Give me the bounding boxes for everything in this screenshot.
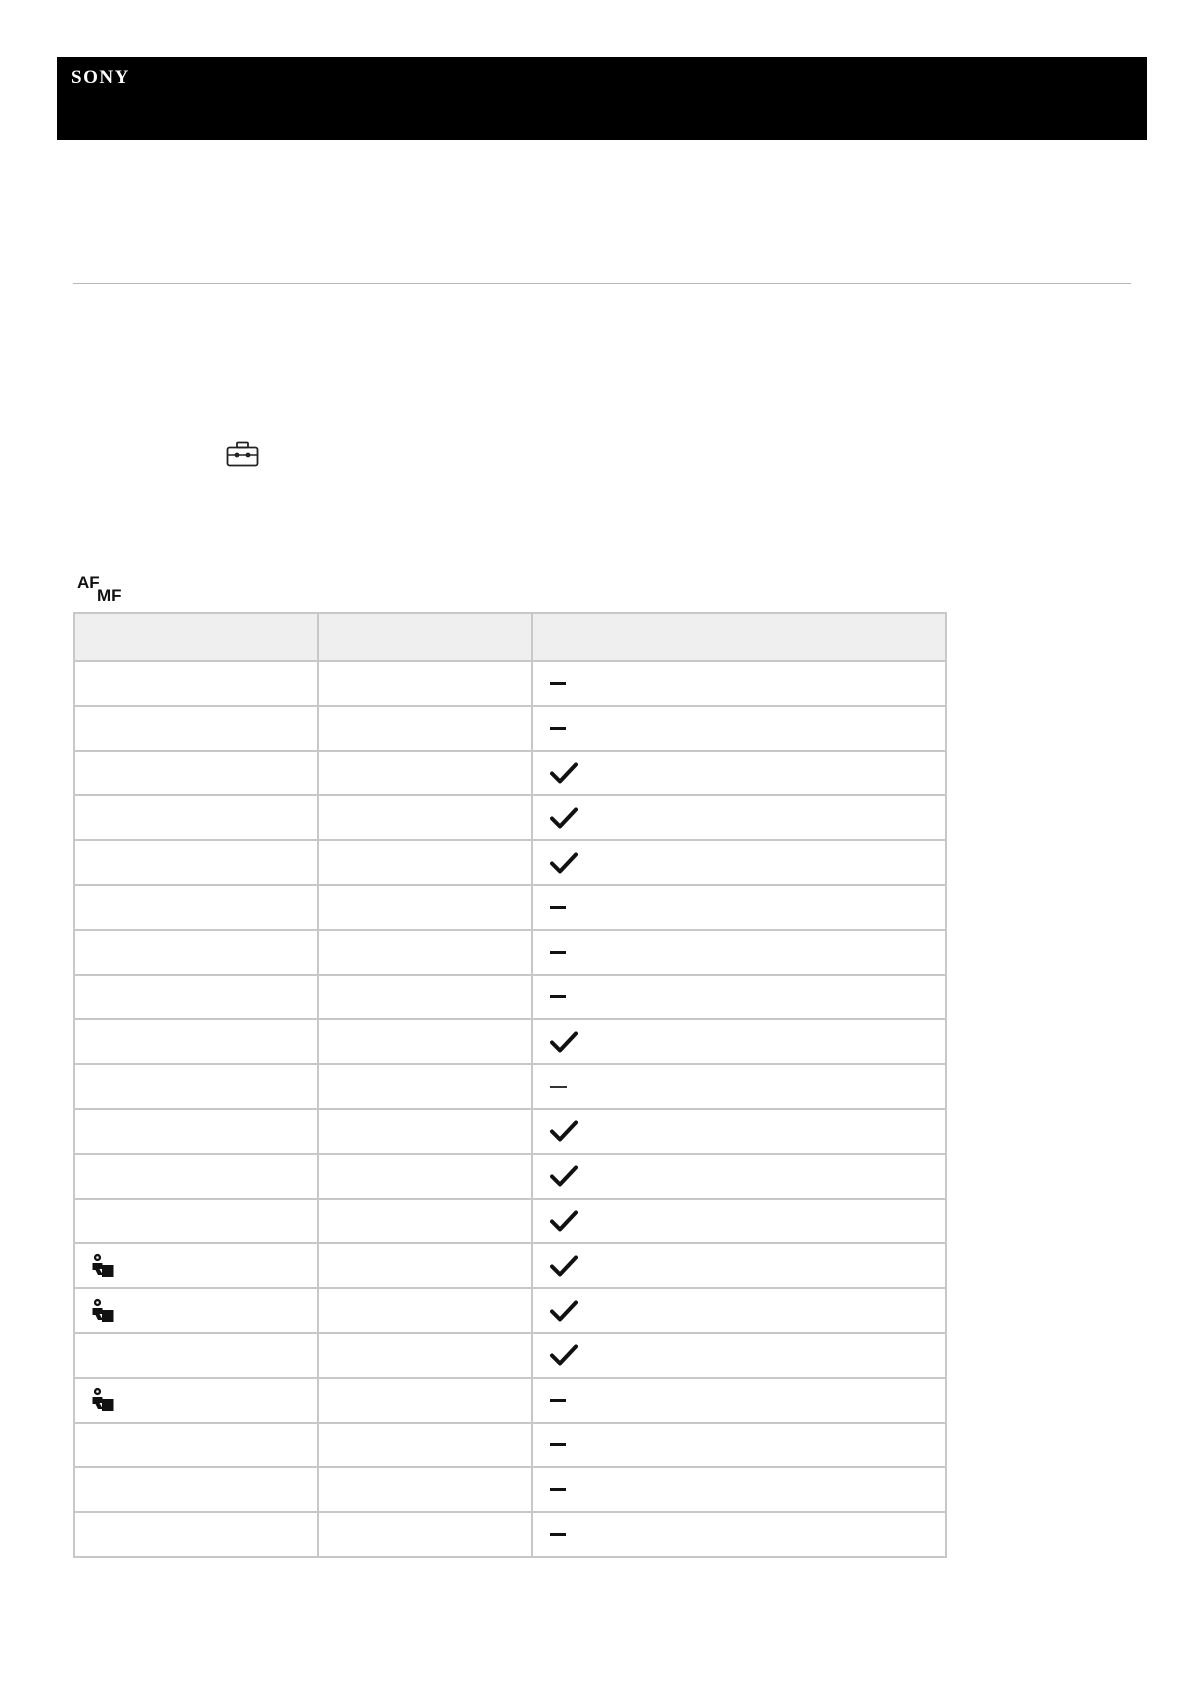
check-mark-icon [550,1119,578,1143]
table-row [74,1512,946,1557]
setting-value-cell [318,885,531,930]
availability-cell [532,1064,946,1109]
header-cell-2 [318,613,531,661]
mf-label: MF [97,586,122,605]
setting-name-cell [74,1109,318,1154]
dash-mark-icon [550,1399,566,1402]
table-row [74,930,946,975]
table-row [74,1423,946,1468]
setting-name-cell [74,975,318,1020]
setting-value-cell [318,975,531,1020]
availability-cell [532,1243,946,1288]
setting-value-cell [318,795,531,840]
availability-cell [532,930,946,975]
check-mark-icon [550,761,578,785]
table-row [74,1288,946,1333]
dash-mark-icon [550,951,566,954]
availability-cell [532,1333,946,1378]
table-row [74,751,946,796]
setting-value-cell [318,1288,531,1333]
setting-value-cell [318,706,531,751]
setting-name-cell [74,1467,318,1512]
setting-value-cell [318,840,531,885]
table-row [74,1467,946,1512]
availability-cell [532,1467,946,1512]
title-divider [73,283,1131,284]
setting-value-cell [318,751,531,796]
setting-name-cell [74,795,318,840]
setting-name-cell [74,1064,318,1109]
setting-name-cell [74,1423,318,1468]
availability-cell [532,706,946,751]
setting-name-cell [74,1378,318,1423]
availability-cell [532,1019,946,1064]
face-priority-icon [91,1387,115,1413]
setting-value-cell [318,1512,531,1557]
setting-name-cell [74,840,318,885]
setting-name-cell [74,661,318,706]
availability-cell [532,1423,946,1468]
availability-cell [532,1378,946,1423]
availability-cell [532,975,946,1020]
check-mark-icon [550,806,578,830]
setting-name-cell [74,1019,318,1064]
table-row [74,661,946,706]
check-mark-icon [550,1030,578,1054]
availability-cell [532,885,946,930]
dash-mark-icon [550,1488,566,1491]
setting-value-cell [318,930,531,975]
setting-name-cell [74,1154,318,1199]
table-row [74,885,946,930]
availability-cell [532,1199,946,1244]
sony-logo: SONY [71,67,130,88]
availability-cell [532,1154,946,1199]
dash-mark-icon [550,1086,567,1088]
table-row [74,706,946,751]
check-mark-icon [550,851,578,875]
setting-value-cell [318,661,531,706]
setting-name-cell [74,1243,318,1288]
table-row [74,1019,946,1064]
setting-value-cell [318,1467,531,1512]
check-mark-icon [550,1254,578,1278]
header-cell-3 [532,613,946,661]
availability-cell [532,751,946,796]
page-header [57,57,1147,140]
dash-mark-icon [550,1443,566,1446]
setting-value-cell [318,1019,531,1064]
table-row [74,1109,946,1154]
table-row [74,840,946,885]
table-body [74,661,946,1557]
check-mark-icon [550,1299,578,1323]
settings-table [73,612,947,1558]
table-row [74,1378,946,1423]
setting-value-cell [318,1154,531,1199]
dash-mark-icon [550,1533,566,1536]
setting-value-cell [318,1378,531,1423]
setting-name-cell [74,1333,318,1378]
table-row [74,975,946,1020]
setting-name-cell [74,706,318,751]
table-row [74,795,946,840]
header-cell-1 [74,613,318,661]
setting-value-cell [318,1199,531,1244]
setting-name-cell [74,1288,318,1333]
availability-cell [532,795,946,840]
check-mark-icon [550,1343,578,1367]
table-row [74,1064,946,1109]
dash-mark-icon [550,727,566,730]
availability-cell [532,1288,946,1333]
dash-mark-icon [550,682,566,685]
dash-mark-icon [550,906,566,909]
table-row [74,1333,946,1378]
table-header-row [74,613,946,661]
dash-mark-icon [550,995,566,998]
setting-name-cell [74,751,318,796]
availability-cell [532,840,946,885]
setting-name-cell [74,930,318,975]
face-priority-icon [91,1253,115,1279]
toolbox-icon [226,441,259,467]
setting-value-cell [318,1243,531,1288]
table-row [74,1154,946,1199]
setting-name-cell [74,885,318,930]
table-row [74,1199,946,1244]
check-mark-icon [550,1164,578,1188]
availability-cell [532,661,946,706]
setting-value-cell [318,1423,531,1468]
af-label: AF [77,573,100,592]
af-mf-icon [77,574,137,608]
setting-value-cell [318,1064,531,1109]
setting-value-cell [318,1333,531,1378]
setting-name-cell [74,1199,318,1244]
face-priority-icon [91,1298,115,1324]
availability-cell [532,1512,946,1557]
table-row [74,1243,946,1288]
setting-name-cell [74,1512,318,1557]
availability-cell [532,1109,946,1154]
check-mark-icon [550,1209,578,1233]
setting-value-cell [318,1109,531,1154]
